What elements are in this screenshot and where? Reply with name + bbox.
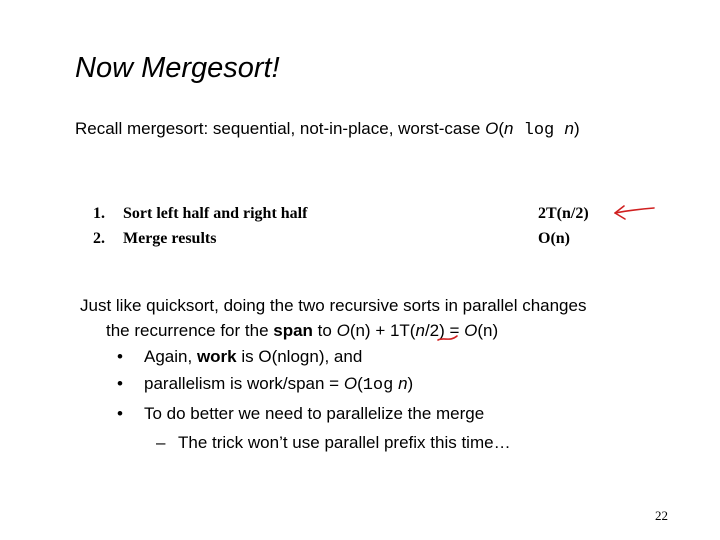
handwritten-arrow-annotation xyxy=(608,200,660,224)
bullet-2 xyxy=(117,374,413,395)
bullet-dot: • xyxy=(117,404,123,423)
n-term: n xyxy=(393,374,408,393)
step-1 xyxy=(93,205,307,223)
paragraph-line-2 xyxy=(80,318,690,343)
recall-close: ) xyxy=(573,119,580,138)
big-o: O xyxy=(343,374,358,393)
bullet-3 xyxy=(117,404,484,424)
bullet-prefix: Again, xyxy=(144,347,197,366)
paren-open: ( xyxy=(357,374,363,393)
step-2 xyxy=(93,230,216,248)
slide-title: Now Mergesort! xyxy=(75,52,280,84)
recall-n1: n xyxy=(503,119,514,138)
bullet-1 xyxy=(117,347,362,367)
paren-close: ) xyxy=(407,374,414,393)
recall-line xyxy=(75,119,580,140)
step-number: 2. xyxy=(93,230,105,247)
bullet-text: To do better we need to parallelize the merge xyxy=(144,404,485,423)
step-2-cost: O(n) xyxy=(538,230,570,247)
line2-mid: to xyxy=(312,321,337,340)
page-number: 22 xyxy=(655,508,668,523)
log-term: 1og xyxy=(362,376,394,395)
recall-log: log xyxy=(513,121,565,140)
span-term: span xyxy=(273,321,313,340)
bullet-dot: • xyxy=(117,347,123,366)
recall-n2: n xyxy=(564,119,574,138)
recall-prefix: Recall mergesort: sequential, not-in-place, worst-case xyxy=(75,119,486,138)
line2-prefix: the recurrence for the xyxy=(106,321,274,340)
bullet-prefix: parallelism is work/span = xyxy=(144,374,344,393)
step-text: Merge results xyxy=(123,230,217,247)
term-plus: + 1T( xyxy=(370,321,416,340)
term-n-2: n xyxy=(415,321,425,340)
bullet-suffix: is O(nlogn), and xyxy=(236,347,363,366)
big-o-1: O xyxy=(336,321,350,340)
recall-o: O xyxy=(485,119,499,138)
recall-open: ( xyxy=(498,119,504,138)
recurrence-paragraph xyxy=(80,293,690,343)
term-n-3: (n) xyxy=(477,321,499,340)
sub-bullet xyxy=(156,433,511,453)
term-n-1: (n) xyxy=(349,321,371,340)
step-1-cost: 2T(n/2) xyxy=(538,205,589,222)
work-term: work xyxy=(196,347,237,366)
dash-symbol: – xyxy=(156,433,166,452)
step-number: 1. xyxy=(93,205,105,222)
step-text: Sort left half and right half xyxy=(123,205,308,222)
handwritten-underline-annotation xyxy=(436,334,460,344)
term-rest: /2) = xyxy=(424,321,465,340)
big-o-2: O xyxy=(464,321,478,340)
sub-bullet-text: The trick won’t use parallel prefix this time… xyxy=(178,433,511,452)
paragraph-line-1: Just like quicksort, doing the two recursive sorts in parallel changes xyxy=(80,296,587,315)
bullet-dot: • xyxy=(117,374,123,393)
